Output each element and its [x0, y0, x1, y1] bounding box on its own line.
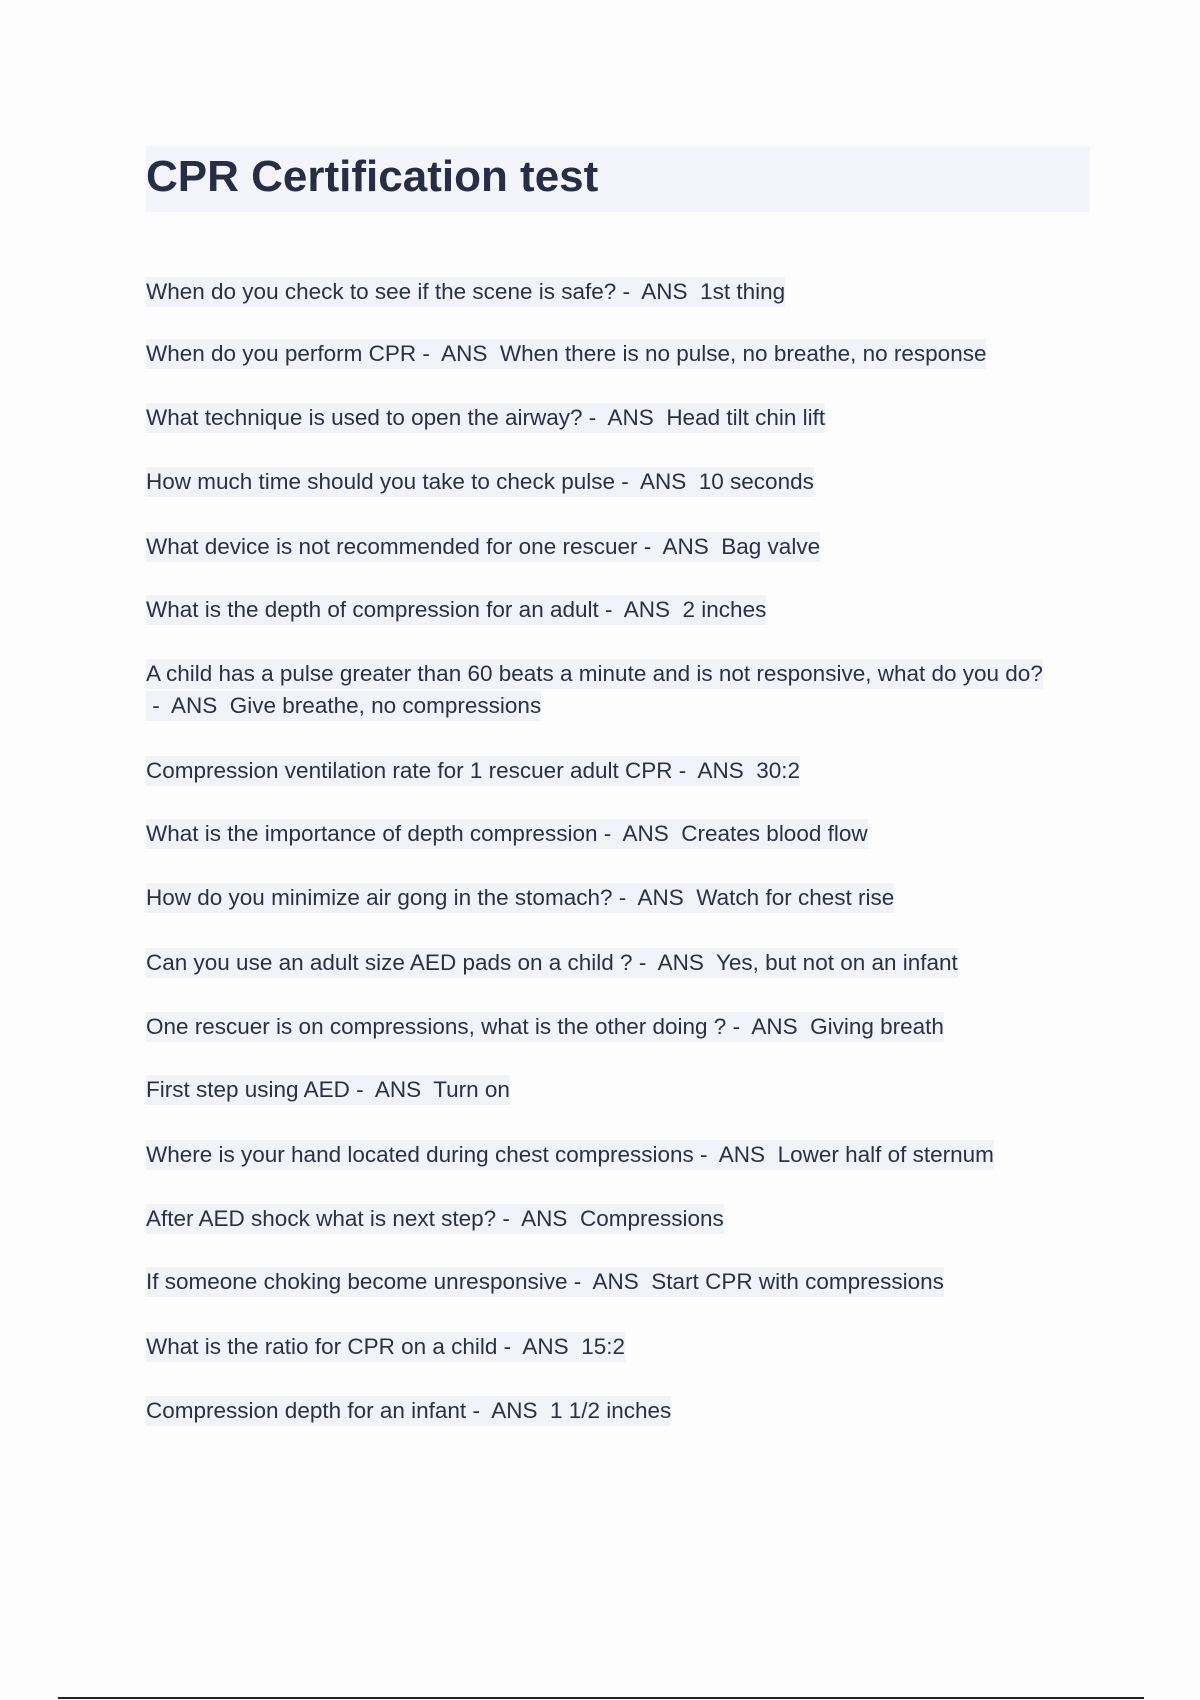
answer-text: 2 inches	[682, 597, 767, 622]
question-text: What is the depth of compression for an adult	[146, 597, 599, 622]
qa-item	[146, 276, 785, 308]
answer-text: Compressions	[579, 1206, 724, 1231]
qa-item	[146, 658, 1090, 722]
question-text: Compression depth for an infant	[146, 1398, 467, 1423]
question-text: After AED shock what is next step?	[146, 1206, 497, 1231]
answer-text: 1 1/2 inches	[549, 1398, 672, 1423]
qa-item	[146, 1331, 625, 1363]
question-text: How do you minimize air gong in the stomach?	[146, 885, 613, 910]
answer-text: Start CPR with compressions	[651, 1269, 944, 1294]
answer-separator: - ANS	[582, 405, 667, 430]
answer-separator: - ANS	[598, 597, 683, 622]
answer-text: 10 seconds	[698, 469, 814, 494]
answer-text: Turn on	[433, 1077, 510, 1102]
question-text: What device is not recommended for one rescuer	[146, 534, 638, 559]
answer-separator: - ANS	[726, 1014, 811, 1039]
title-block	[146, 146, 1090, 212]
answer-text: 15:2	[581, 1334, 625, 1359]
qa-item	[146, 818, 868, 850]
answer-text: When there is no pulse, no breathe, no response	[499, 341, 987, 366]
qa-item	[146, 402, 825, 434]
question-text: When do you perform CPR	[146, 341, 417, 366]
answer-separator: - ANS	[637, 534, 722, 559]
qa-item	[146, 1395, 671, 1427]
question-text: One rescuer is on compressions, what is the other doing ?	[146, 1014, 727, 1039]
question-text: What technique is used to open the airway?	[146, 405, 583, 430]
answer-separator: - ANS	[597, 821, 682, 846]
answer-separator: - ANS	[632, 950, 716, 975]
qa-item	[146, 882, 894, 914]
qa-item	[146, 1011, 944, 1043]
answer-separator: - ANS	[616, 279, 701, 304]
answer-separator: - ANS	[416, 341, 500, 366]
answer-text: Creates blood flow	[681, 821, 868, 846]
answer-separator: - ANS	[497, 1334, 582, 1359]
answer-text: 1st thing	[700, 279, 786, 304]
question-text: What is the ratio for CPR on a child	[146, 1334, 498, 1359]
qa-item	[146, 947, 958, 979]
question-text: A child has a pulse greater than 60 beats a minute and is not responsive, what do you do?	[146, 661, 1043, 686]
page-title: CPR Certification test	[146, 152, 599, 201]
question-text: Can you use an adult size AED pads on a child ?	[146, 950, 633, 975]
answer-separator: - ANS	[614, 469, 699, 494]
answer-text: Give breathe, no compressions	[229, 693, 542, 718]
qa-item	[146, 1266, 944, 1298]
answer-text: Yes, but not on an infant	[715, 950, 958, 975]
answer-separator: - ANS	[349, 1077, 434, 1102]
qa-item	[146, 338, 986, 370]
answer-text: 30:2	[756, 758, 801, 783]
qa-item	[146, 594, 766, 626]
qa-item	[146, 466, 814, 498]
qa-item	[146, 755, 800, 787]
question-text: Where is your hand located during chest compressions	[146, 1142, 694, 1167]
answer-separator: - ANS	[146, 693, 230, 718]
answer-separator: - ANS	[693, 1142, 778, 1167]
answer-separator: - ANS	[612, 885, 697, 910]
answer-text: Giving breath	[810, 1014, 944, 1039]
question-text: How much time should you take to check pulse	[146, 469, 615, 494]
answer-separator: - ANS	[496, 1206, 580, 1231]
question-text: First step using AED	[146, 1077, 350, 1102]
qa-item	[146, 1203, 724, 1235]
question-text: When do you check to see if the scene is safe?	[146, 279, 617, 304]
answer-text: Head tilt chin lift	[666, 405, 826, 430]
qa-item	[146, 1074, 510, 1106]
qa-item	[146, 531, 820, 563]
question-text: Compression ventilation rate for 1 rescuer adult CPR	[146, 758, 673, 783]
answer-separator: - ANS	[672, 758, 757, 783]
answer-text: Bag valve	[721, 534, 821, 559]
footer-divider	[58, 1697, 1144, 1699]
answer-text: Lower half of sternum	[777, 1142, 994, 1167]
question-text: What is the importance of depth compression	[146, 821, 598, 846]
answer-separator: - ANS	[567, 1269, 652, 1294]
question-text: If someone choking become unresponsive	[146, 1269, 568, 1294]
qa-item	[146, 1139, 994, 1171]
answer-separator: - ANS	[466, 1398, 550, 1423]
answer-text: Watch for chest rise	[696, 885, 895, 910]
